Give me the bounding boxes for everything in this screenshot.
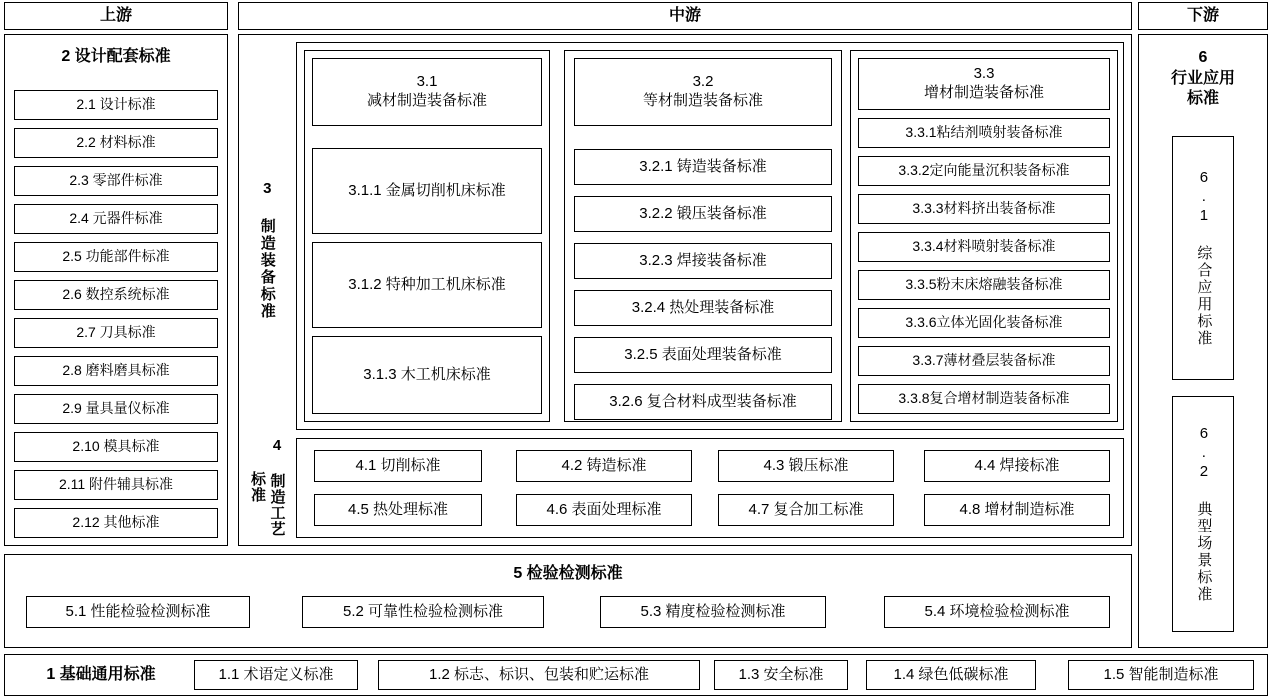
item-3-3-5[interactable]	[858, 270, 1110, 300]
downstream-title-line2: 行业应用	[1170, 69, 1235, 87]
inspection-title-label: 5 检验检测标准	[513, 564, 623, 582]
downstream-title	[1138, 42, 1268, 116]
item-label: 4.5 热处理标准	[347, 500, 449, 518]
item-4-4[interactable]	[924, 450, 1110, 482]
item-label: 3.1.1 金属切削机床标准	[348, 181, 506, 199]
upstream-item-2[interactable]	[14, 128, 218, 158]
item-label: 3.2.1 铸造装备标准	[639, 157, 767, 175]
item-3-2-4[interactable]	[574, 290, 832, 326]
item-5-1[interactable]	[26, 596, 250, 628]
upstream-item-8[interactable]	[14, 356, 218, 386]
header-upstream-label: 上游	[99, 7, 132, 24]
header-downstream	[1138, 2, 1268, 30]
manufacturing-equipment-label	[244, 160, 290, 340]
header-upstream	[4, 2, 228, 30]
item-3-1-3[interactable]	[312, 336, 542, 414]
item-4-3[interactable]	[718, 450, 894, 482]
item-3-2-3[interactable]	[574, 243, 832, 279]
item-3-3-3[interactable]	[858, 194, 1110, 224]
upstream-item-4[interactable]	[14, 204, 218, 234]
item-1-3[interactable]	[714, 660, 848, 690]
group-3-1-name: 减材制造装备标准	[366, 92, 487, 109]
upstream-item-label: 2.3 零部件标准	[69, 172, 163, 189]
upstream-item-10[interactable]	[14, 432, 218, 462]
process-standards-label	[244, 434, 290, 540]
upstream-item-label: 2.5 功能部件标准	[62, 248, 170, 265]
group-3-2-title	[574, 58, 832, 126]
item-label: 5.3 精度检验检测标准	[640, 602, 786, 620]
item-label: 6.2 典型场景标准	[1195, 425, 1213, 603]
item-4-1[interactable]	[314, 450, 482, 482]
upstream-item-label: 2.2 材料标准	[76, 134, 156, 151]
header-midstream-label: 中游	[668, 7, 701, 24]
foundation-title	[16, 658, 186, 692]
item-label: 3.1.2 特种加工机床标准	[348, 275, 506, 293]
upstream-item-1[interactable]	[14, 90, 218, 120]
manufacturing-equipment-label-text: 3 制造装备标准	[258, 180, 276, 320]
item-label: 4.6 表面处理标准	[546, 500, 662, 518]
item-5-2[interactable]	[302, 596, 544, 628]
item-4-7[interactable]	[718, 494, 894, 526]
item-1-2[interactable]	[378, 660, 700, 690]
item-label: 3.2.6 复合材料成型装备标准	[609, 392, 797, 410]
group-3-1-number: 3.1	[416, 73, 438, 91]
item-label: 3.2.4 热处理装备标准	[631, 298, 775, 316]
item-label: 3.3.2定向能量沉积装备标准	[898, 162, 1070, 179]
item-6-2[interactable]	[1172, 396, 1234, 632]
upstream-item-label: 2.1 设计标准	[76, 96, 156, 113]
item-label: 5.4 环境检验检测标准	[924, 602, 1070, 620]
header-midstream	[238, 2, 1132, 30]
item-4-8[interactable]	[924, 494, 1110, 526]
upstream-title	[4, 42, 228, 72]
upstream-item-5[interactable]	[14, 242, 218, 272]
item-label: 3.3.3材料挤出装备标准	[912, 200, 1056, 217]
item-label: 1.1 术语定义标准	[218, 665, 334, 683]
group-3-2-number: 3.2	[692, 73, 714, 91]
item-label: 3.2.5 表面处理装备标准	[624, 345, 782, 363]
item-3-2-2[interactable]	[574, 196, 832, 232]
upstream-item-label: 2.8 磨料磨具标准	[62, 362, 170, 379]
upstream-title-label: 2 设计配套标准	[61, 47, 171, 65]
upstream-item-3[interactable]	[14, 166, 218, 196]
item-4-2[interactable]	[516, 450, 692, 482]
item-1-5[interactable]	[1068, 660, 1254, 690]
item-label: 4.3 锻压标准	[763, 456, 849, 474]
group-3-2-name: 等材制造装备标准	[642, 92, 763, 109]
group-3-1-title	[312, 58, 542, 126]
item-3-3-2[interactable]	[858, 156, 1110, 186]
item-label: 3.2.3 焊接装备标准	[639, 251, 767, 269]
item-3-1-2[interactable]	[312, 242, 542, 328]
item-label: 5.2 可靠性检验检测标准	[342, 602, 504, 620]
upstream-item-12[interactable]	[14, 508, 218, 538]
item-label: 1.3 安全标准	[738, 665, 824, 683]
item-label: 4.1 切削标准	[355, 456, 441, 474]
group-3-3-number: 3.3	[973, 65, 995, 83]
upstream-item-label: 2.11 附件辅具标准	[58, 476, 174, 493]
item-label: 3.3.6立体光固化装备标准	[905, 314, 1063, 331]
upstream-item-label: 2.6 数控系统标准	[62, 286, 170, 303]
upstream-item-7[interactable]	[14, 318, 218, 348]
header-downstream-label: 下游	[1186, 7, 1219, 24]
item-label: 1.4 绿色低碳标准	[893, 665, 1009, 683]
upstream-item-label: 2.9 量具量仪标准	[62, 400, 170, 417]
item-label: 4.7 复合加工标准	[748, 500, 864, 518]
item-3-3-6[interactable]	[858, 308, 1110, 338]
upstream-item-11[interactable]	[14, 470, 218, 500]
item-3-3-1[interactable]	[858, 118, 1110, 148]
item-3-2-5[interactable]	[574, 337, 832, 373]
item-label: 3.2.2 锻压装备标准	[639, 204, 767, 222]
upstream-item-label: 2.7 刀具标准	[76, 324, 156, 341]
item-label: 3.3.5粉末床熔融装备标准	[905, 276, 1063, 293]
upstream-item-label: 2.10 模具标准	[72, 438, 160, 455]
downstream-title-line3: 标准	[1186, 90, 1219, 108]
inspection-title	[4, 562, 1132, 586]
group-3-3-title	[858, 58, 1110, 110]
item-4-6[interactable]	[516, 494, 692, 526]
item-5-3[interactable]	[600, 596, 826, 628]
item-label: 5.1 性能检验检测标准	[65, 602, 211, 620]
item-3-3-4[interactable]	[858, 232, 1110, 262]
item-label: 4.8 增材制造标准	[959, 500, 1075, 518]
item-label: 3.3.7薄材叠层装备标准	[912, 352, 1056, 369]
item-6-1[interactable]	[1172, 136, 1234, 380]
item-label: 3.3.1粘结剂喷射装备标准	[905, 124, 1063, 141]
item-4-5[interactable]	[314, 494, 482, 526]
upstream-item-label: 2.12 其他标准	[72, 514, 160, 531]
item-label: 3.3.8复合增材制造装备标准	[898, 390, 1070, 407]
item-label: 3.1.3 木工机床标准	[363, 365, 491, 383]
item-label: 1.5 智能制造标准	[1103, 665, 1219, 683]
item-3-2-6[interactable]	[574, 384, 832, 420]
process-standards-label-text: 4 制造工艺标准	[249, 437, 286, 537]
item-label: 4.4 焊接标准	[974, 456, 1060, 474]
item-3-1-1[interactable]	[312, 148, 542, 234]
item-1-4[interactable]	[866, 660, 1036, 690]
foundation-title-label: 1 基础通用标准	[46, 665, 156, 683]
item-3-3-8[interactable]	[858, 384, 1110, 414]
item-1-1[interactable]	[194, 660, 358, 690]
upstream-item-6[interactable]	[14, 280, 218, 310]
item-label: 3.3.4材料喷射装备标准	[912, 238, 1056, 255]
upstream-item-label: 2.4 元器件标准	[69, 210, 163, 227]
downstream-title-number: 6	[1198, 48, 1208, 66]
upstream-item-9[interactable]	[14, 394, 218, 424]
item-5-4[interactable]	[884, 596, 1110, 628]
item-3-2-1[interactable]	[574, 149, 832, 185]
item-3-3-7[interactable]	[858, 346, 1110, 376]
item-label: 6.1 综合应用标准	[1195, 169, 1213, 347]
item-label: 1.2 标志、标识、包装和贮运标准	[428, 665, 650, 683]
item-label: 4.2 铸造标准	[561, 456, 647, 474]
group-3-3-name: 增材制造装备标准	[923, 84, 1044, 101]
